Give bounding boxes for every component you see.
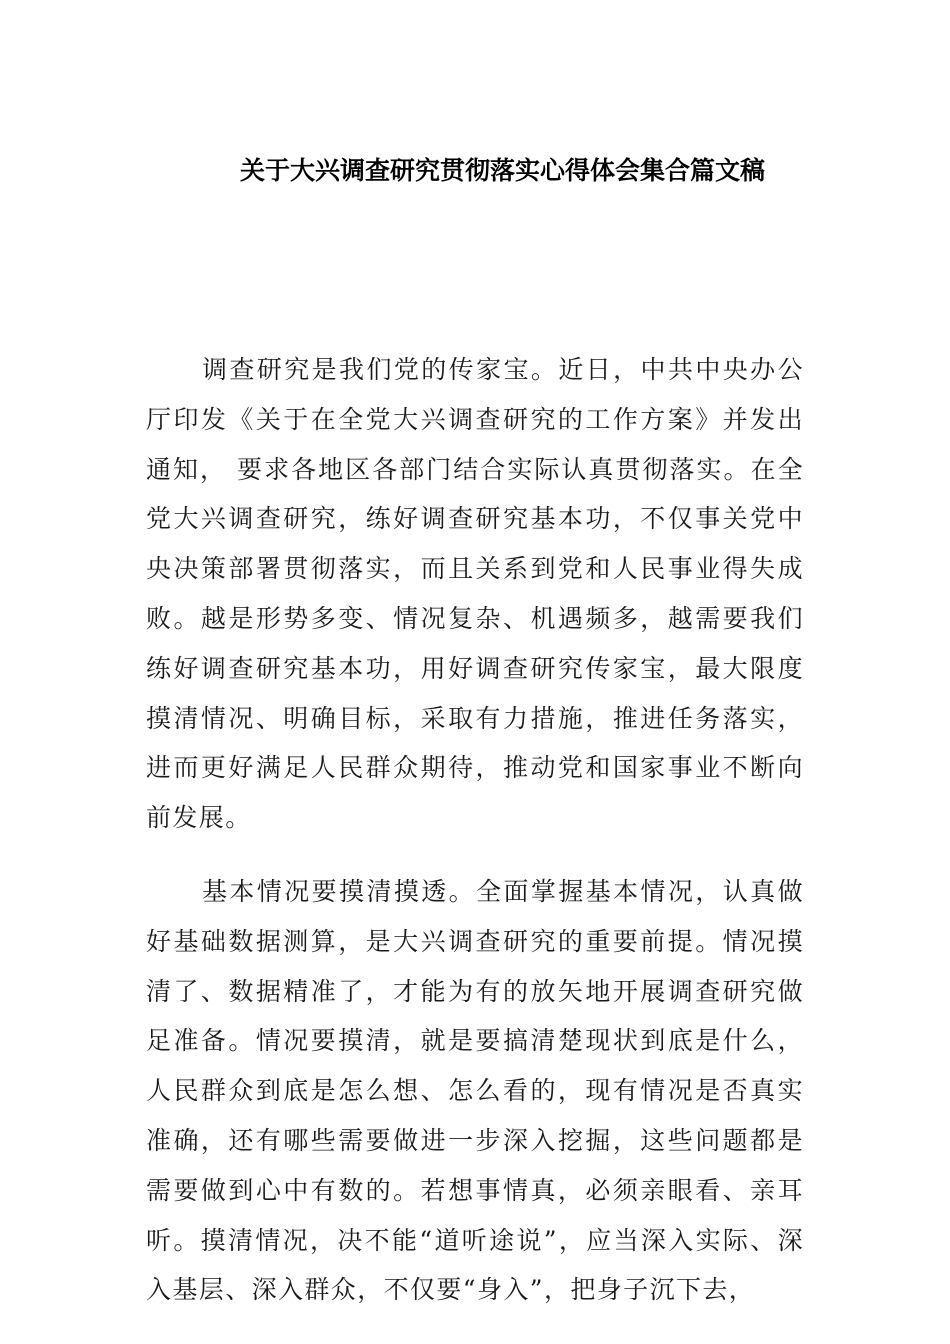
document-title: 关于大兴调查研究贯彻落实心得体会集合篇文稿 [239,156,765,185]
document-body [146,345,804,1315]
paragraph-2: 基本情况要摸清摸透。全面掌握基本情况，认真做好基础数据测算，是大兴调查研究的重要前提。情况摸清了、数据精准了，才能为有的放矢地开展调查研究做足准备。情况要摸清，就是要搞清楚现状到底是什么，人民群众到底是怎么想、怎么看的，现有情况是否真实准确，还有哪些需要做进一步深入挖掘，这些问题都是需要做到心中有数的。若想事情真，必须亲眼看、亲耳听。摸清情况，决不能“道听途说”，应当深入实际、深入基层、深入群众，不仅要“身入”，把身子沉下去， [146,876,804,1305]
paragraph-1: 调查研究是我们党的传家宝。近日，中共中央办公厅印发《关于在全党大兴调查研究的工作方案》并发出通知， 要求各地区各部门结合实际认真贯彻落实。在全党大兴调查研究，练好调查研究基本功，不仅事关党中央决策部署贯彻落实，而且关系到党和人民事业得失成败。越是形势多变、情况复杂、机遇频多，越需要我们练好调查研究基本功，用好调查研究传家宝，最大限度摸清情况、明确目标，采取有力措施，推进任务落实，进而更好满足人民群众期待，推动党和国家事业不断向前发展。 [146,355,804,833]
